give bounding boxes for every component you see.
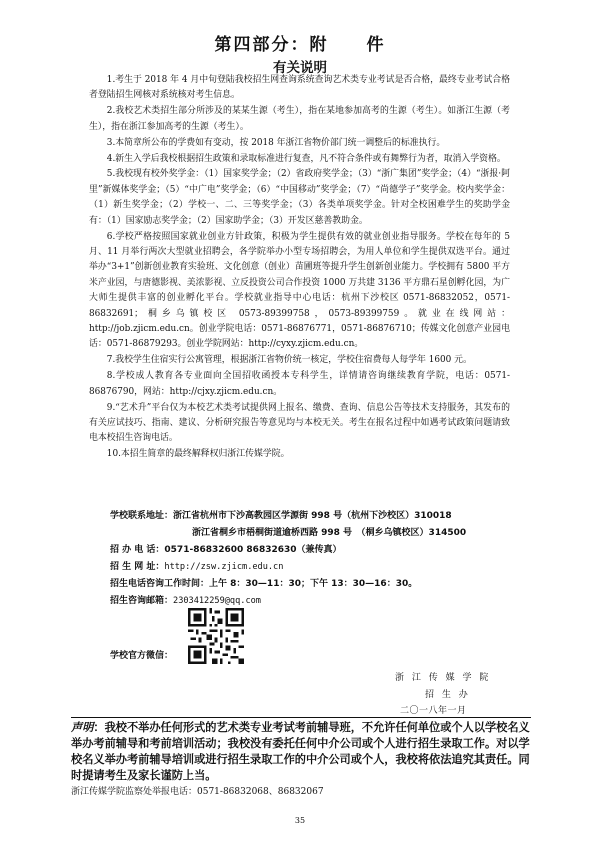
address-hangzhou: 浙江省杭州市下沙高教园区学源街 998 号（杭州下沙校区）310018 bbox=[173, 511, 452, 521]
notes-list bbox=[89, 73, 510, 463]
website-link[interactable]: http://zsw.zjicm.edu.cn bbox=[164, 562, 284, 572]
disclaimer-head: 声明 bbox=[71, 721, 94, 734]
phone-label: 招 办 电 话： bbox=[110, 545, 165, 555]
note-item: 8.学校成人教育各专业面向全国招收函授本专科学生，详情请咨询继续教育学院，电话：0571-86876790，网站：http://cjxy.zjicm.edu.cn。 bbox=[89, 371, 510, 397]
wechat-qr-code bbox=[188, 608, 244, 664]
signature-date: 二〇一八年一月 bbox=[400, 706, 467, 716]
note-item: 4.新生入学后我校根据招生政策和录取标准进行复查，凡不符合条件或有舞弊行为者，取消入学资格。 bbox=[106, 153, 506, 164]
disclaimer-text: ：我校不举办任何形式的艺术类专业考试考前辅导班，不允许任何单位或个人以学校名义举办考前辅导和考前培训活动；我校没有委托任何中介公司或个人进行招生录取工作。对以学校名义举办考前辅导培训或进行招生录取工作的中介公司或个人，我校将依法追究其责任。同时提请考生及家长谨防上当。 bbox=[71, 721, 530, 782]
note-item: 7.我校学生住宿实行公寓管理，根据浙江省物价统一核定，学校住宿费每人每学年 1600 元。 bbox=[106, 355, 472, 366]
note-item: 5.我校现有校外奖学金：（1）国家奖学金；（2）省政府奖学金；（3）“浙广集团”奖学金；（4）“浙报·阿里”新媒体奖学金；（5）“中广电”奖学金；（6）“中国移动”奖学金；（7）“尚德学子”奖学金。校内奖学金：（1）新生奖学金；（2）学校一、二、三等奖学金；（3）各类单项奖学金。针对全校困难学生的奖助学金有：（1）国家励志奖学金；（2）国家助学金；（3）开发区慈善教助金。 bbox=[89, 169, 510, 226]
note-item: 9.“艺术升”平台仅为本校艺术类考试提供网上报名、缴费、查询、信息公告等技术支持服务，其发布的有关应试技巧、指南、建议、分析研究报告等意见均与本校无关。考生在报名过程中如遇考试政策问题请致电本校招生咨询电话。 bbox=[89, 402, 510, 444]
hours-value: 上午 8：30—11：30；下午 13：30—16：30。 bbox=[209, 579, 418, 589]
page-number: 35 bbox=[294, 816, 306, 825]
note-item: 6.学校严格按照国家就业创业方针政策，积极为学生提供有效的就业创业指导服务。学校在每年的 5 月、11 月举行两次大型就业招聘会，各学院举办小型专场招聘会，为用人单位和学生提供双选平台。通过举办“3+1”创新创业教育实验班、文化创意（创业）苗圃班等提升学生创新创业能力。学校拥有 5800 平方米产业园，与唐德影视、美浓影视、立反投资公司合作投资 1000 万共建 3136 平方鼎石星创孵化园，为广大师生提供丰富的创业孵化平台。学校就业指导中心电话：杭州下沙校区 0571-86832052，0571-86832691；桐乡乌镇校区 0573-89399758，0573-89399759。就业在线网站：http://job.zjicm.edu.cn。创业学院电话：0571-86876771，0571-86876710；传媒文化创意产业园电话：0571-86879293。创业学院网站：http://cyxy.zjicm.edu.cn。 bbox=[89, 231, 510, 350]
address-label: 学校联系地址： bbox=[110, 511, 174, 521]
note-item: 1.考生于 2018 年 4 月中旬登陆我校招生网查询系统查询艺术类专业考试是否合格，最终专业考试合格者登陆招生网核对系统核对考生信息。 bbox=[89, 75, 510, 101]
page-title: 第四部分：附 件 bbox=[214, 35, 386, 55]
website-label: 招 生 网 址： bbox=[110, 562, 165, 572]
email-label: 招生咨询邮箱： bbox=[110, 596, 174, 606]
signature-school: 浙 江 传 媒 学 院 bbox=[395, 673, 491, 683]
phone-value: 0571-86832600 86832630（兼传真） bbox=[164, 545, 342, 555]
address-tongxiang: 浙江省桐乡市梧桐街道逾桥西路 998 号 （桐乡乌镇校区）314500 bbox=[192, 528, 467, 538]
hours-label: 招生电话咨询工作时间： bbox=[110, 579, 210, 589]
disclaimer-notice bbox=[71, 717, 531, 784]
note-item: 10.本招生简章的最终解释权归浙江传媒学院。 bbox=[106, 449, 290, 460]
report-hotline: 浙江传媒学院监察处举报电话：0571-86832068、86832067 bbox=[71, 787, 324, 797]
section-subtitle: 有关说明 bbox=[273, 60, 327, 76]
note-item: 3.本简章所公布的学费如有变动，按 2018 年浙江省物价部门统一调整后的标准执行。 bbox=[106, 137, 446, 148]
email-link[interactable]: 2303412259@qq.com bbox=[173, 596, 261, 606]
wechat-label: 学校官方微信： bbox=[110, 651, 174, 661]
contact-block bbox=[110, 508, 530, 610]
note-item: 2.我校艺术类招生部分所涉及的某某生源（考生），指在某地参加高考的生源（考生）。如浙江生源（考生），指在浙江参加高考的生源（考生）。 bbox=[89, 106, 510, 132]
signature-office: 招 生 办 bbox=[425, 690, 471, 700]
